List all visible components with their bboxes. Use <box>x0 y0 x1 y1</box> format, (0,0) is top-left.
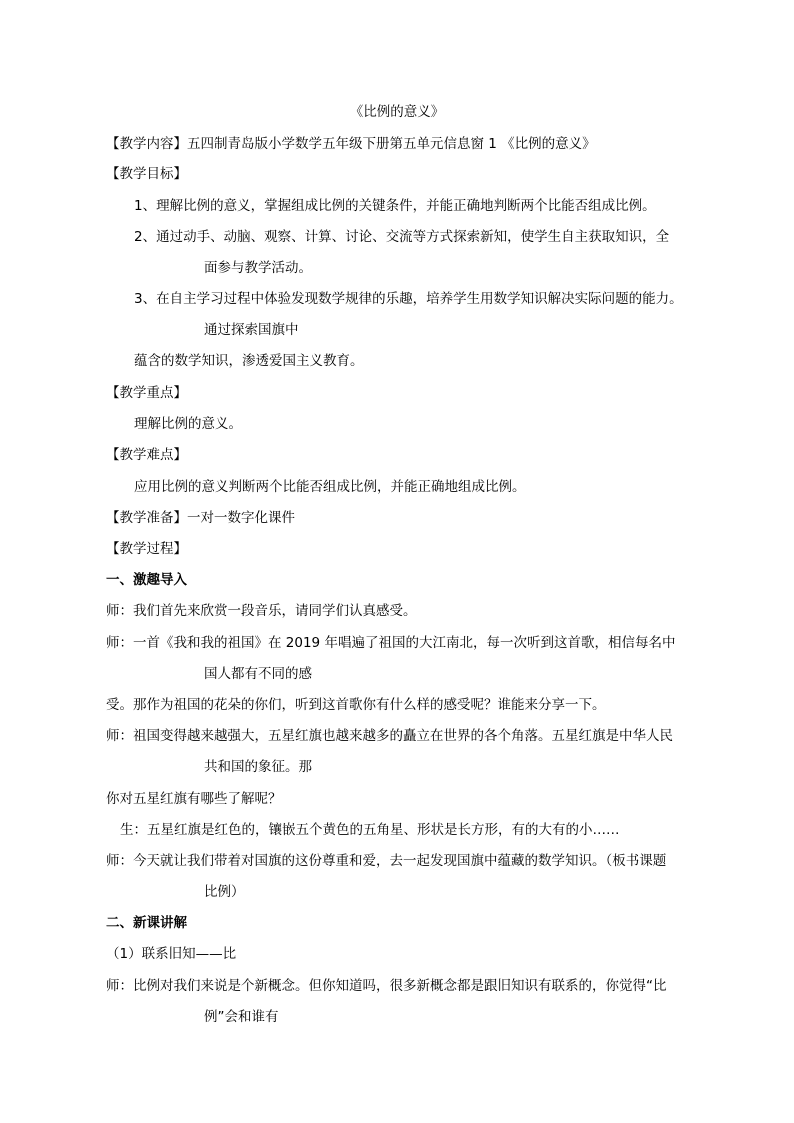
dialogue-4-continued: 比例） <box>204 884 245 900</box>
dialogue-5: 师：比例对我们来说是个新概念。但你知道吗，很多新概念都是跟旧知识有联系的，你觉得“比 <box>106 978 667 994</box>
dialogue-2-continued: 国人都有不同的感 <box>204 666 312 682</box>
key-point-heading: 【教学重点】 <box>106 385 187 401</box>
preparation: 【教学准备】一对一数字化课件 <box>106 510 295 526</box>
teaching-goals-heading: 【教学目标】 <box>106 166 187 182</box>
dialogue-3: 师：祖国变得越来越强大，五星红旗也越来越多的矗立在世界的各个角落。五星红旗是中华人民 <box>106 728 673 744</box>
goal-1: 1、理解比例的意义，掌握组成比例的关键条件，并能正确地判断两个比能否组成比例。 <box>134 198 656 214</box>
difficulty: 应用比例的意义判断两个比能否组成比例，并能正确地组成比例。 <box>134 479 526 495</box>
goal-2-continued: 面参与教学活动。 <box>204 260 312 276</box>
dialogue-2-continued-2: 受。那作为祖国的花朵的你们，听到这首歌你有什么样的感受呢？谁能来分享一下。 <box>106 697 606 713</box>
section-1-heading: 一、激趣导入 <box>106 572 187 588</box>
difficulty-heading: 【教学难点】 <box>106 447 187 463</box>
goal-2: 2、通过动手、动脑、观察、计算、讨论、交流等方式探索新知，使学生自主获取知识，全 <box>134 229 670 245</box>
dialogue-3-continued-2: 你对五星红旗有哪些了解呢？ <box>106 791 282 807</box>
student-answer: 生：五星红旗是红色的，镶嵌五个黄色的五角星、形状是长方形，有的大有的小…… <box>120 822 620 838</box>
document-title: 《比例的意义》 <box>349 104 445 120</box>
dialogue-1: 师：我们首先来欣赏一段音乐，请同学们认真感受。 <box>106 603 417 619</box>
goal-3-continued: 通过探索国旗中 <box>204 322 299 338</box>
subsection-1: （1）联系旧知——比 <box>106 946 237 962</box>
dialogue-3-continued: 共和国的象征。那 <box>204 759 312 775</box>
goal-3: 3、在自主学习过程中体验发现数学规律的乐趣，培养学生用数学知识解决实际问题的能力。 <box>134 291 683 307</box>
goal-3-continued-2: 蕴含的数学知识，渗透爱国主义教育。 <box>134 353 364 369</box>
key-point: 理解比例的意义。 <box>134 416 242 432</box>
section-2-heading: 二、新课讲解 <box>106 915 187 931</box>
dialogue-5-continued: 例”会和谁有 <box>204 1009 279 1025</box>
teaching-content: 【教学内容】五四制青岛版小学数学五年级下册第五单元信息窗 1 《比例的意义》 <box>106 136 596 152</box>
dialogue-2: 师：一首《我和我的祖国》在 2019 年唱遍了祖国的大江南北，每一次听到这首歌，相信每名中 <box>106 635 676 651</box>
process-heading: 【教学过程】 <box>106 541 187 557</box>
dialogue-4: 师：今天就让我们带着对国旗的这份尊重和爱，去一起发现国旗中蕴藏的数学知识。（板书课题 <box>106 853 667 869</box>
